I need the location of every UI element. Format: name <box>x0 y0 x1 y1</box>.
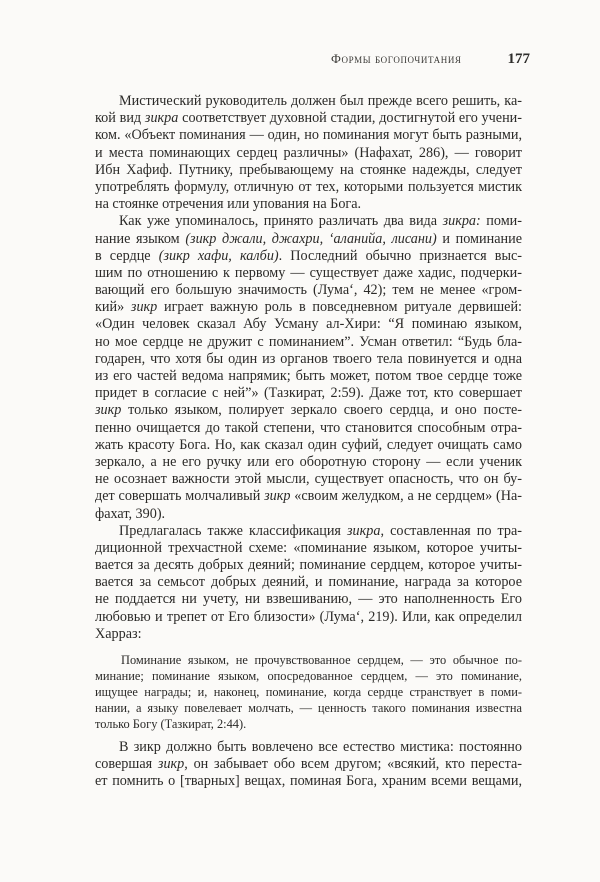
page-number: 177 <box>507 51 530 67</box>
text-line <box>95 299 522 316</box>
text-run: . Последний обычно признается выс- <box>278 247 522 264</box>
text-run: в сердце <box>95 247 159 264</box>
text-line <box>95 420 522 437</box>
text-run: вается за семьсот добрых деяний, и поминание, награда за которое <box>95 574 522 591</box>
text-line <box>95 574 522 591</box>
text-line <box>95 196 522 213</box>
text-run: зеркало, а не его ручку или его оборотную сторону — если ученик <box>95 453 522 470</box>
text-line <box>95 540 522 557</box>
text-line <box>95 334 522 351</box>
text-run: ком. «Объект поминания — один, но поминания могут быть разными, <box>95 127 522 144</box>
text-line <box>95 162 522 179</box>
text-run: В зикр должно быть вовлечено все естество мистика: постоянно <box>119 739 522 755</box>
text-run: соответствует духовной стадии, достигнутой его учени- <box>178 110 522 127</box>
italic-term: (зикр джали, джахри, ‘аланийа, лисани) <box>185 230 437 247</box>
text-line <box>95 179 522 196</box>
text-run: совершая <box>95 756 158 773</box>
text-run: Предлагалась также классификация <box>119 522 348 539</box>
text-run: «своим желудком, а не сердцем» (На- <box>290 488 522 505</box>
text-line <box>95 523 522 540</box>
text-run: но мое сердце не дружит с поминанием”. Усман ответил: “Будь бла- <box>95 333 522 350</box>
text-line <box>95 739 522 756</box>
text-line <box>95 652 522 668</box>
text-line <box>95 368 522 385</box>
text-line <box>95 756 522 773</box>
italic-term: (зикр хафи, калби) <box>158 247 279 264</box>
text-run: годарен, что хотя бы один из органов твоего тела повинуется и одна <box>95 350 522 367</box>
text-run: , он забывает обо всем другом; «всякий, кто переста- <box>184 756 522 773</box>
text-run: только Богу (Тазкират, 2:44). <box>95 717 247 731</box>
text-line <box>95 93 522 110</box>
text-run: пенно очищается до такой степени, что становится способным отра- <box>95 419 522 436</box>
text-run: шим по отношению к первому — существует даже хадис, подчерки- <box>95 264 522 281</box>
text-run: и места поминающих сердец различны» (Нафахат, 286), — говорит <box>95 144 522 161</box>
text-line <box>95 488 522 505</box>
text-line <box>95 591 522 608</box>
text-run: Поминание языком, не прочувствованное сердцем, — это обычное по- <box>121 653 522 667</box>
italic-term: зикр <box>130 299 158 316</box>
text-line <box>95 609 522 626</box>
text-run: из его частей ведома напрямик; быть может, потом твое сердце тоже <box>95 368 522 384</box>
text-run: , составленная по тра- <box>380 522 522 539</box>
text-line <box>95 316 522 333</box>
text-line <box>95 716 522 732</box>
text-line <box>95 471 522 488</box>
italic-term: зикра <box>347 522 381 539</box>
text-line <box>95 684 522 700</box>
text-line <box>95 700 522 716</box>
text-line <box>95 351 522 368</box>
text-line <box>95 668 522 684</box>
text-line <box>95 454 522 471</box>
text-run: на стоянке отречения или упования на Бога. <box>95 196 362 213</box>
text-run: Мистический руководитель должен был прежде всего решить, ка- <box>119 93 522 109</box>
body-text-continued <box>95 739 522 791</box>
text-run: ищущее награды; и, наконец, поминание, когда сердце странствует в поми- <box>95 685 522 699</box>
text-run: кий» <box>95 299 131 316</box>
text-line <box>95 282 522 299</box>
text-line <box>95 626 522 643</box>
text-run: нании, а языку повелевает молчать, — ценность такого поминания известна <box>95 701 522 715</box>
text-run: играет важную роль в повседневном ритуале дервишей: <box>157 299 522 316</box>
italic-term: зикр <box>95 402 122 419</box>
running-title: Формы богопочитания <box>331 52 462 66</box>
text-run: только языком, полирует зеркало своего сердца, и оно посте- <box>121 402 522 419</box>
text-line <box>95 213 522 230</box>
text-run: кой вид <box>95 110 145 127</box>
text-run: и поминание <box>436 230 522 247</box>
text-line <box>95 385 522 402</box>
text-line <box>95 773 522 790</box>
running-header <box>300 52 530 72</box>
text-line <box>95 127 522 144</box>
text-run: употреблять формулу, отличную от тех, которыми пользуется мистик <box>95 178 522 195</box>
text-line <box>95 557 522 574</box>
text-run: ет помнить о [тварных] вещах, поминая Бога, храним всеми вещами, <box>95 773 522 790</box>
italic-term: зикра: <box>442 213 481 230</box>
text-line <box>95 402 522 419</box>
text-line <box>95 110 522 127</box>
text-line <box>95 265 522 282</box>
text-run: диционной трехчастной схеме: «поминание языком, которое учиты- <box>95 539 522 556</box>
text-run: «Один человек сказал Абу Усману ал-Хири: “Я поминаю языком, <box>95 316 522 333</box>
text-line <box>95 437 522 454</box>
text-run: не осознает важности этой мысли, существует опасность, что он бу- <box>95 471 522 488</box>
italic-term: зикр <box>264 488 291 505</box>
text-run: Как уже упоминалось, принято различать два вида <box>119 213 443 230</box>
text-run: не поддается ни учету, ни взвешиванию, — это наполненность Его <box>95 591 522 608</box>
text-run: Ибн Хафиф. Путнику, пребывающему на стоянке надежды, следует <box>95 161 522 178</box>
italic-term: зикр <box>157 756 185 773</box>
body-text-main <box>95 93 522 643</box>
text-run: минание; поминание языком, опосредованное сердцем, — это поминание, <box>95 669 522 683</box>
block-quote <box>95 652 522 732</box>
text-run: фахат, 390). <box>95 505 166 522</box>
text-run: дет совершать молчаливый <box>95 488 265 505</box>
text-run: нание языком <box>95 230 186 247</box>
text-line <box>95 231 522 248</box>
text-line <box>95 506 522 523</box>
text-run: вается за десять добрых деяний; поминание сердцем, которое учиты- <box>95 557 522 574</box>
text-line <box>95 145 522 162</box>
text-run: придет в согласие с ней”» (Тазкират, 2:59). Даже тот, кто совершает <box>95 385 522 402</box>
text-run: жать красоту Бога. Но, как сказал один суфий, следует очищать само <box>95 436 522 453</box>
text-run: вающий его большую значимость (Лума‘, 42); тем не менее «гром- <box>95 282 522 299</box>
text-line <box>95 248 522 265</box>
italic-term: зикра <box>144 110 179 127</box>
text-run: Харраз: <box>95 625 142 642</box>
text-run: любовью и трепет от Его близости» (Лума‘, 219). Или, как определил <box>95 608 522 625</box>
text-run: поми- <box>480 213 522 230</box>
